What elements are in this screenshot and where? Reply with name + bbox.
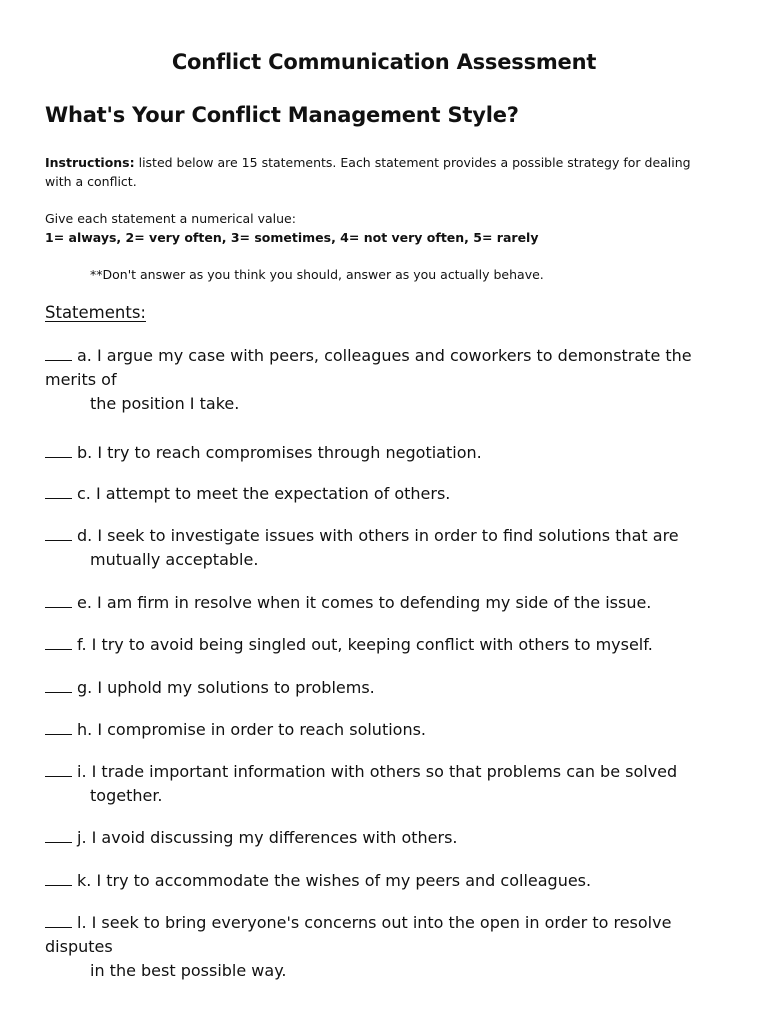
statement-continuation: in the best possible way. <box>90 961 287 980</box>
answer-blank[interactable] <box>45 871 72 886</box>
statement-text: j. I avoid discussing my differences with others. <box>77 828 458 847</box>
instructions <box>45 153 715 191</box>
rating-scale: 1= always, 2= very often, 3= sometimes, 4= not very often, 5= rarely <box>45 230 539 245</box>
answer-blank[interactable] <box>45 346 72 361</box>
numeric-prompt: Give each statement a numerical value: <box>45 211 296 226</box>
statements-heading: Statements: <box>45 303 146 322</box>
statement-j <box>45 826 735 850</box>
page-subtitle: What's Your Conflict Management Style? <box>45 103 519 127</box>
statement-text: i. I trade important information with others so that problems can be solved <box>77 762 678 781</box>
answer-blank[interactable] <box>45 526 72 541</box>
answer-blank[interactable] <box>45 720 72 735</box>
answer-blank[interactable] <box>45 828 72 843</box>
statement-text: h. I compromise in order to reach solutions. <box>77 720 427 739</box>
statement-d <box>45 524 735 572</box>
statement-text: b. I try to reach compromises through negotiation. <box>77 443 482 462</box>
instructions-text: listed below are 15 statements. Each statement provides a possible strategy for dealing with a conflict. <box>45 155 691 189</box>
statement-text: a. I argue my case with peers, colleagues and coworkers to demonstrate the merits of <box>45 346 692 389</box>
statement-continuation: the position I take. <box>90 394 240 413</box>
statement-k <box>45 869 735 893</box>
answer-blank[interactable] <box>45 913 72 928</box>
statement-text: g. I uphold my solutions to problems. <box>77 678 375 697</box>
answer-note: **Don't answer as you think you should, answer as you actually behave. <box>90 267 544 282</box>
statement-text: f. I try to avoid being singled out, keeping conflict with others to myself. <box>77 635 653 654</box>
answer-blank[interactable] <box>45 484 72 499</box>
answer-blank[interactable] <box>45 635 72 650</box>
statement-text: c. I attempt to meet the expectation of others. <box>77 484 451 503</box>
statement-text: k. I try to accommodate the wishes of my peers and colleagues. <box>77 871 592 890</box>
statement-a <box>45 344 735 416</box>
statement-c <box>45 482 735 506</box>
statement-l <box>45 911 735 983</box>
statement-h <box>45 718 735 742</box>
page-title: Conflict Communication Assessment <box>171 50 597 74</box>
answer-blank[interactable] <box>45 593 72 608</box>
answer-blank[interactable] <box>45 762 72 777</box>
numeric-value-info <box>45 209 715 247</box>
statement-continuation: together. <box>90 786 163 805</box>
statement-text: d. I seek to investigate issues with others in order to find solutions that are <box>77 526 679 545</box>
statement-b <box>45 441 735 465</box>
statement-g <box>45 676 735 700</box>
instructions-label: Instructions: <box>45 155 135 170</box>
statement-f <box>45 633 735 657</box>
statement-text: l. I seek to bring everyone's concerns out into the open in order to resolve disputes <box>45 913 672 956</box>
answer-blank[interactable] <box>45 678 72 693</box>
statement-text: e. I am firm in resolve when it comes to defending my side of the issue. <box>77 593 652 612</box>
answer-blank[interactable] <box>45 443 72 458</box>
statement-continuation: mutually acceptable. <box>90 550 259 569</box>
statement-e <box>45 591 735 615</box>
statement-i <box>45 760 735 808</box>
